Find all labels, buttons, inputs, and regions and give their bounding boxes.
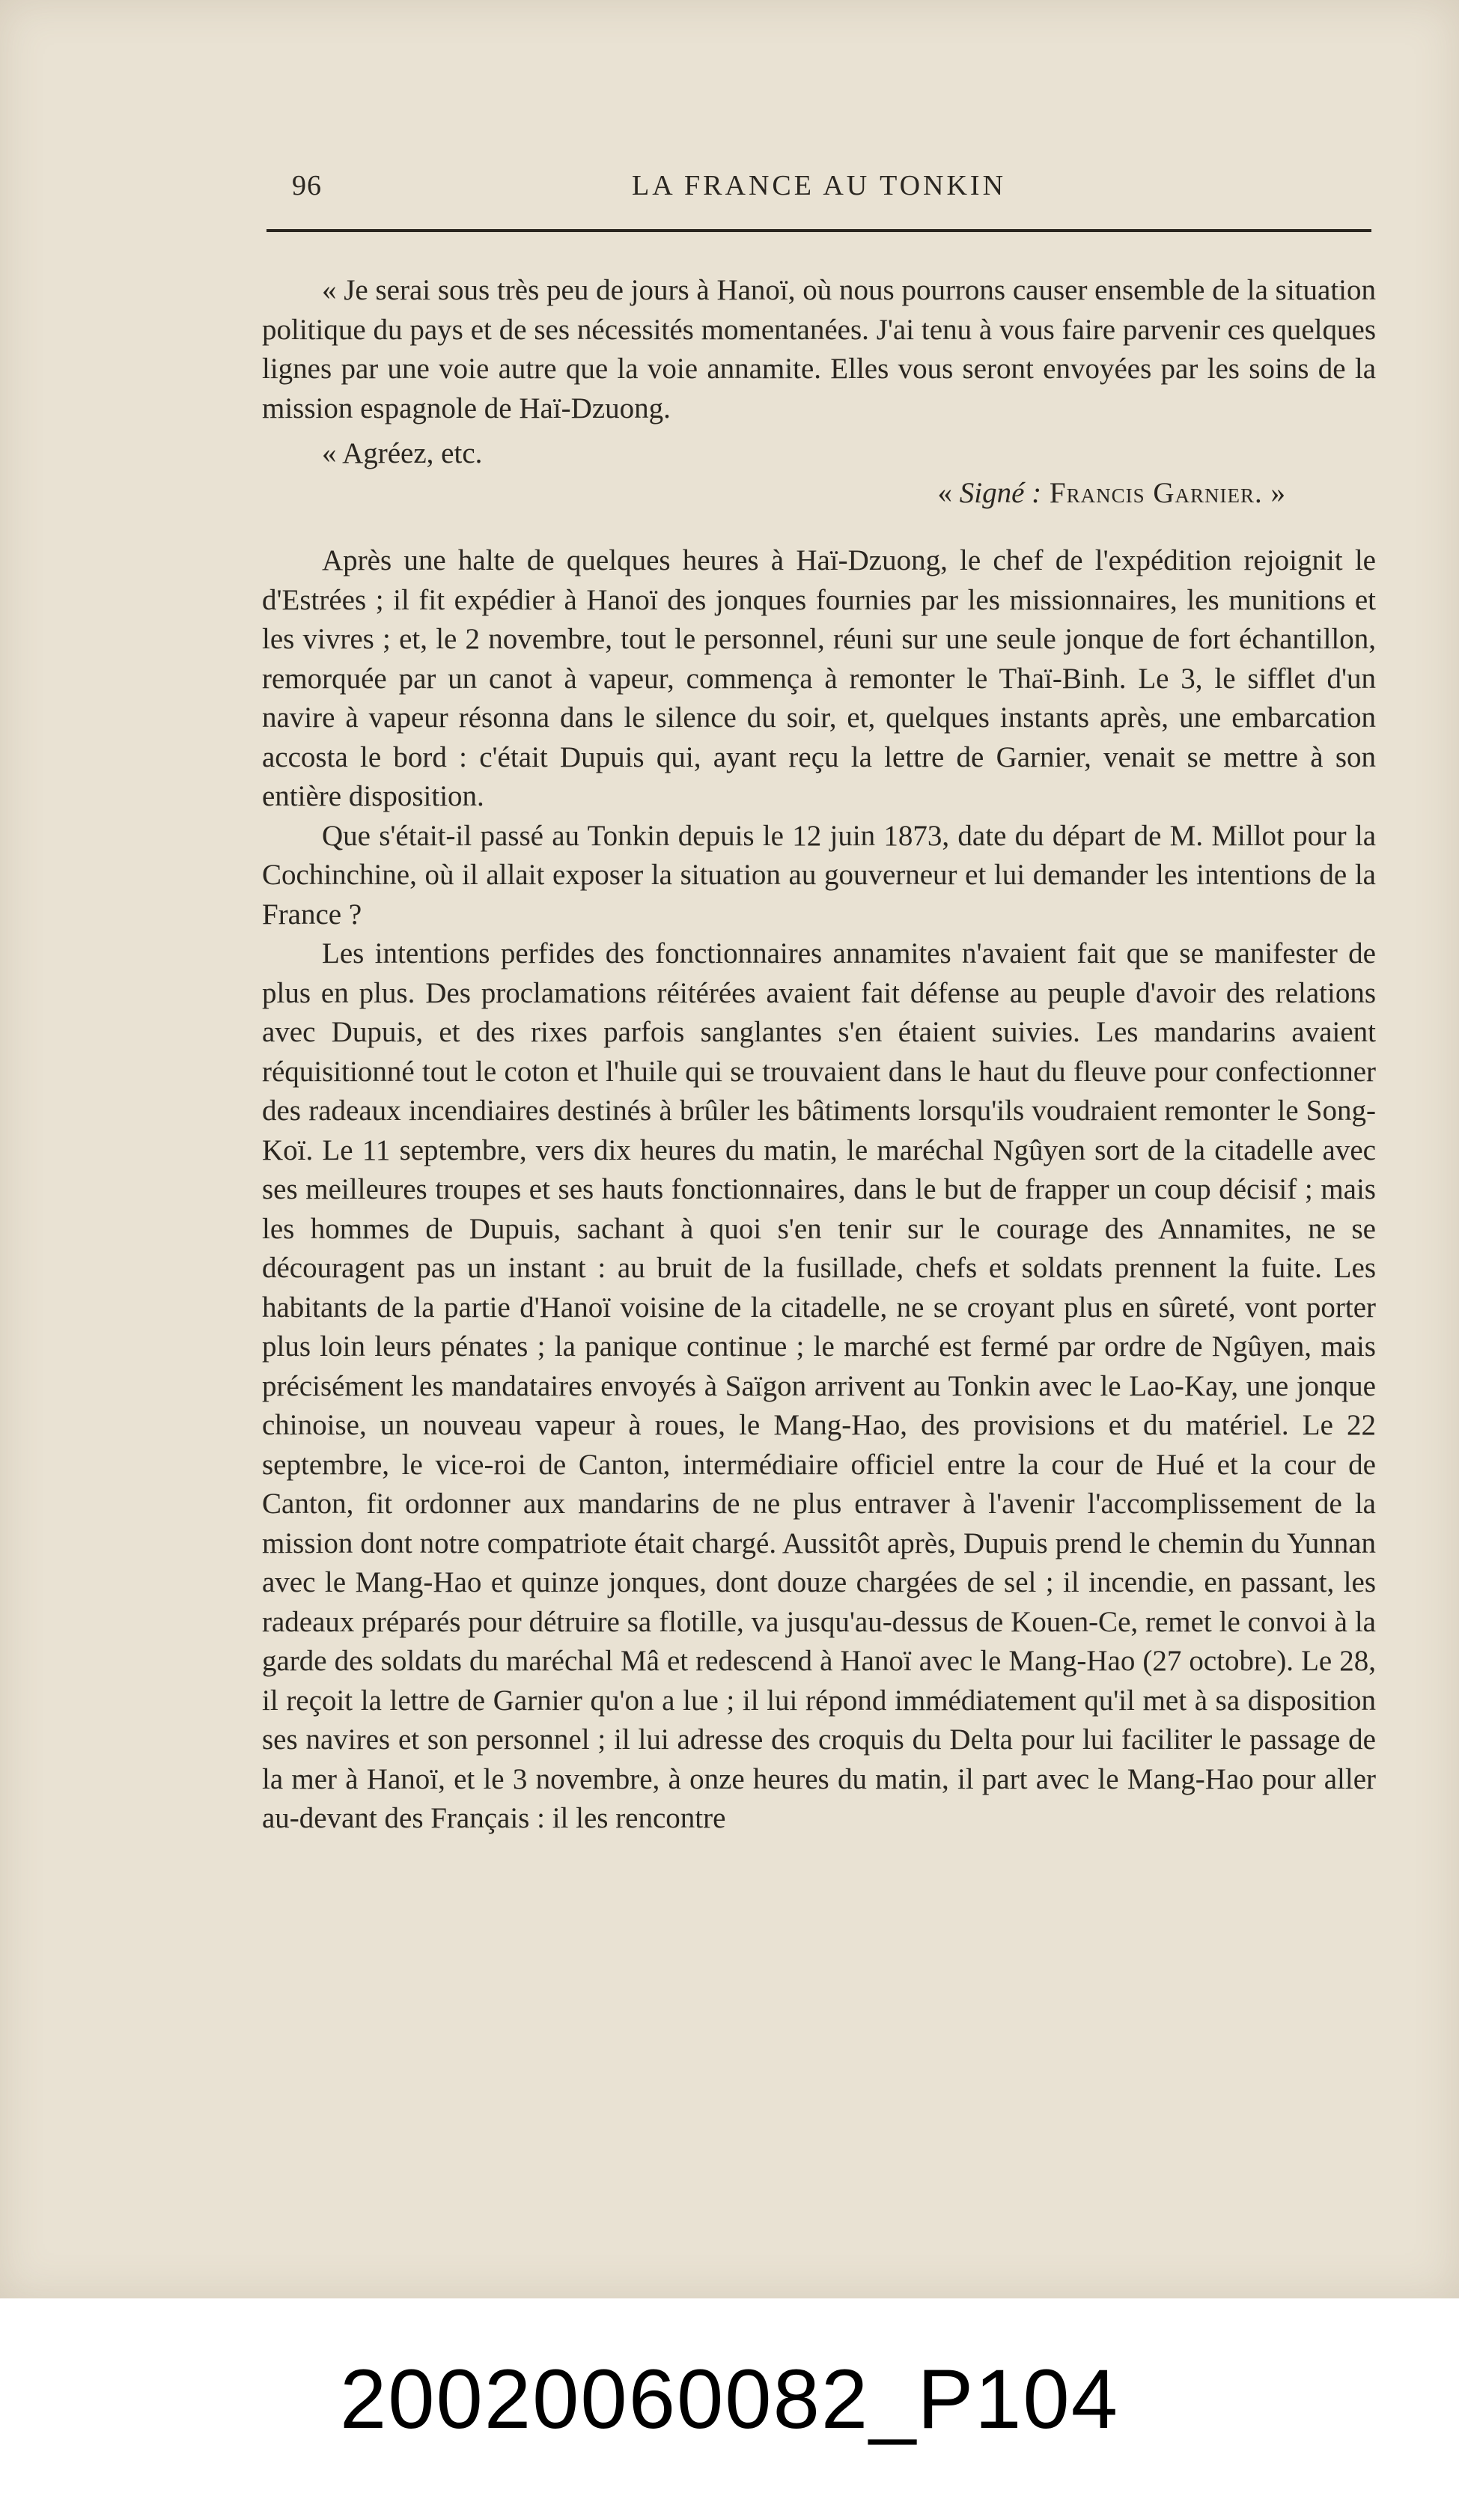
letter-closing: « Agréez, etc. <box>322 437 483 469</box>
body-text <box>262 271 1376 1839</box>
page-number: 96 <box>292 170 322 201</box>
signature-label: Signé : <box>959 476 1042 509</box>
header-rule <box>266 229 1371 232</box>
body-paragraph: Après une halte de quelques heures à Haï-Dzuong, le chef de l'expédition rejoignit le d'Estrées ; il fit expédier à Hanoï des jonques fournies par les missionnaires, les munitions et les vivres ; et, le 2 novembre, tout le personnel, réuni sur une seule jonque de fort échantillon, remorquée par un canot à vapeur, commença à remonter le Thaï-Binh. Le 3, le sifflet d'un navire à vapeur résonna dans le silence du soir, et, quelques instants après, une embarcation accosta le bord : c'était Dupuis qui, ayant reçu la lettre de Garnier, venait se mettre à son entière disposition. <box>262 544 1376 812</box>
scan-identifier: 20020060082_P104 <box>339 2352 1120 2446</box>
signature-name: Francis Garnier. » <box>1041 476 1286 509</box>
letter-paragraph: « Je serai sous très peu de jours à Hanoï, où nous pourrons causer ensemble de la situation politique du pays et de ses nécessités momentanées. J'ai tenu à vous faire parvenir ces quelques lignes par une voie autre que la voie annamite. Elles vous seront envoyées par les soins de la mission espagnole de Haï-Dzuong. <box>262 274 1376 424</box>
running-head: LA FRANCE AU TONKIN <box>631 170 1007 201</box>
body-paragraph: Que s'était-il passé au Tonkin depuis le 12 juin 1873, date du départ de M. Millot pour la Cochinchine, où il allait exposer la situation au gouverneur et lui demander les intentions de la France ? <box>262 819 1376 931</box>
page-header <box>266 166 1371 211</box>
body-paragraph: Les intentions perfides des fonctionnaires annamites n'avaient fait que se manifester de plus en plus. Des proclamations réitérées avaient fait défense au peuple d'avoir des relations avec Dupuis, et des rixes parfois sanglantes s'en étaient suivies. Les mandarins avaient réquisitionné tout le coton et l'huile qui se trouvaient dans le haut du fleuve pour confectionner des radeaux incendiaires destinés à brûler les bâtiments lorsqu'ils voudraient remonter le Song-Koï. Le 11 septembre, vers dix heures du matin, le maréchal Ngûyen sort de la citadelle avec ses meilleures troupes et ses hauts fonctionnaires, dans le but de frapper un coup décisif ; mais les hommes de Dupuis, sachant à quoi s'en tenir sur le courage des Annamites, ne se découragent pas un instant : au bruit de la fusillade, chefs et soldats prennent la fuite. Les habitants de la partie d'Hanoï voisine de la citadelle, ne se croyant plus en sûreté, vont porter plus loin leurs pénates ; la panique continue ; le marché est fermé par ordre de Ngûyen, mais précisément les mandataires envoyés à Saïgon arrivent au Tonkin avec le Lao-Kay, une jonque chinoise, un nouveau vapeur à roues, le Mang-Hao, des provisions et du matériel. Le 22 septembre, le vice-roi de Canton, intermédiaire officiel entre la cour de Hué et la cour de Canton, fit ordonner aux mandarins de ne plus entraver à l'avenir l'accomplissement de la mission dont notre compatriote était chargé. Aussitôt après, Dupuis prend le chemin du Yunnan avec le Mang-Hao et quinze jonques, dont douze chargées de sel ; il incendie, en passant, les radeaux préparés pour détruire sa flotille, va jusqu'au-dessus de Kouen-Ce, remet le convoi à la garde des soldats du maréchal Mâ et redescend à Hanoï avec le Mang-Hao (27 octobre). Le 28, il reçoit la lettre de Garnier qu'on a lue ; il lui répond immédiatement qu'il met à sa disposition ses navires et son personnel ; il lui adresse des croquis du Delta pour lui faciliter le passage de la mer à Hanoï, et le 3 novembre, à onze heures du matin, il part avec le Mang-Hao pour aller au-devant des Français : il les rencontre <box>262 937 1376 1834</box>
signature-open: « <box>937 476 960 509</box>
letter-signature <box>262 474 1376 514</box>
